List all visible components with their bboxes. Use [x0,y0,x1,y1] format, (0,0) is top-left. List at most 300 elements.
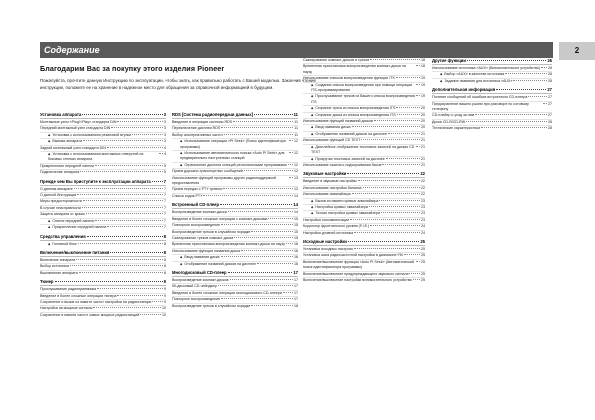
toc-subentry[interactable] [172,162,298,168]
toc-entry-label: Технические характеристики [432,126,480,131]
toc-section-page: 8 [163,249,166,255]
toc-entry-page: 17 [294,290,298,295]
toc-entry-label: ◆ Прикрепление передней панели [48,225,106,230]
toc-entry-label: ◆ Выемка аппарата [48,139,82,144]
section-divider [172,208,298,209]
leader-dots [221,224,293,225]
toc-entry-page: 4 [164,152,166,157]
toc-entry-page: 17 [294,297,298,302]
contents-header-bar [40,42,553,58]
toc-entry-page: 16 [294,261,298,266]
leader-dots [93,307,161,308]
leader-dots [396,107,420,108]
leader-dots [107,226,163,227]
toc-entry-page: 25 [421,278,425,282]
toc-subentry[interactable] [172,138,298,150]
toc-section-label: Исходные настройки [303,238,347,244]
leader-dots [416,261,420,262]
toc-section [303,58,425,168]
leader-dots [286,243,293,244]
toc-entry-page: 9 [164,293,166,298]
toc-entry-label: Передний монтажный узел стандарта DIN [40,126,111,131]
toc-section-label: Установка аппарата [40,112,82,117]
toc-entry-page: 28 [548,119,552,124]
toc-subentry[interactable] [40,242,166,247]
toc-entry-page: 3 [164,139,166,144]
toc-entry-label: Список кодов PTY [172,193,203,198]
leader-dots [107,147,163,148]
leader-dots [218,285,293,286]
toc-entry-page: 3 [164,126,166,131]
toc-entry-label: Меры предосторожности [40,199,82,204]
section-divider [432,64,552,65]
leader-dots [55,281,163,282]
leader-dots [224,134,293,135]
leader-dots [289,177,293,178]
toc-entry-page: 8 [164,264,166,269]
leader-dots [354,248,420,249]
toc-entry[interactable] [303,271,425,277]
toc-entry-label: Использование функции названия диска [172,248,240,253]
toc-entry-page: 19 [421,94,425,99]
toc-entry[interactable] [172,241,298,247]
intro-paragraph: Пожалуйста, прочтите данную Инструкцию по эксплуатации, чтобы знать, как правильно работать с Вашей моделью. Закончив чтение инструкции, положите ее на хранение в надежное место для обращения за справочной информацией в будущем. [40,78,316,90]
leader-dots [230,279,293,280]
toc-entry-page: 17 [294,277,298,282]
toc-entry[interactable] [172,290,298,296]
toc-entry-label: Корректор фронтального уровня (F.I.E.) [303,224,370,229]
leader-dots [347,173,419,174]
leader-dots [76,259,163,260]
toc-entry-page: 13 [294,175,298,180]
toc-section-label: Другие функции [432,58,466,63]
toc-entry-label: ◆ Точная настройка кривых эквалайзера [311,211,380,216]
section-divider [172,118,298,119]
toc-entry-label: ◆ Головной блок [48,242,77,247]
toc-section-page: 9 [163,279,166,285]
leader-dots [397,114,420,115]
leader-dots [251,231,293,232]
leader-dots [80,171,163,172]
toc-entry-label: Использование эквалайзера [303,192,351,197]
leader-dots [117,295,163,296]
toc-entry-label: ◆ Выбор «AUX» в качестве источника [440,72,504,77]
toc-entry-page: 20 [421,125,425,130]
toc-section [40,179,166,231]
toc-entry[interactable] [172,303,298,309]
toc-section-label: Звуковые настройки [303,171,347,177]
toc-entry-label: Воспроизведение треков в случайном порядке [172,303,251,308]
toc-entry-label: Включение/выключение функции «Auto PI Seek» (Автоматический поиск идентификатора программы) [303,259,414,270]
toc-entry-label: Прикрепление передней панели [40,163,95,168]
toc-entry-label: ◆ Установка с использованием резиновой втулки [48,133,131,138]
toc-entry-label: Переключение дисплея RDS [172,126,221,131]
toc-entry-label: Введение в более сложные операции с компакт-дисками [172,216,268,221]
toc-section-label: Многодисковый CD-плеер [172,269,227,275]
toc-column-3 [303,58,425,283]
toc-entry-label: В случае неисправности [40,205,82,210]
toc-entry-label: Выбор альтернативных частот [172,132,223,137]
toc-section-page: 7 [163,178,166,184]
toc-column-4 [432,58,552,132]
section-divider [303,245,425,246]
toc-entry-page: 9 [164,287,166,292]
leader-dots [234,237,293,238]
toc-entry-label: Повторное воспроизведение [172,297,221,302]
toc-entry-label: 50-дисковый CD-чейнджер [172,284,217,289]
toc-entry-page: 11 [294,120,298,124]
toc-entry-label: Введение в более сложные операции тюнера [40,293,117,298]
toc-entry-label: ◆ Прослушивание треков из Вашего списка воспроизведения ITS [311,94,415,105]
leader-dots [79,272,163,273]
leader-dots [203,195,293,196]
toc-entry-page: 14 [294,193,298,198]
toc-entry-page: 8 [164,241,166,246]
toc-entry-page: 25 [421,253,425,258]
toc-subentry[interactable] [40,151,166,163]
toc-entry-page: 14 [294,210,298,215]
toc-entry[interactable] [40,312,166,318]
toc-entry-page: 7 [164,225,166,230]
toc-entry-label: ◆ Ввод названия диска [180,255,220,260]
toc-entry[interactable] [303,162,425,168]
toc-entry-label: Подключение аппарата [40,170,80,175]
toc-section [172,270,298,309]
toc-entry-label: ◆ Прокрутка текстовых записей на дисплее [311,157,385,162]
toc-entry[interactable] [432,101,552,113]
section-divider [172,276,298,277]
toc-entry-label: Введение в операции системы RDS [172,120,233,124]
toc-section [40,234,166,247]
leader-dots [467,60,546,61]
toc-entry-page: 11 [294,126,298,131]
toc-entry-page: 12 [294,169,298,174]
toc-entry-page: 9 [164,299,166,304]
toc-entry-label: Временная приостановка воспроизведения компакт-диска на паузу [172,242,285,247]
toc-entry-page: 23 [421,217,425,222]
leader-dots [110,252,162,253]
toc-subentry[interactable] [172,150,298,162]
leader-dots [416,146,420,147]
toc-entry-page: 28 [548,126,552,131]
toc-section-label: Тюнер [40,279,54,285]
main-title: Благодарим Вас за покупку этого изделия Pioneer [40,64,225,73]
leader-dots [416,95,420,96]
toc-entry-label: Введение в более сложные операции многодискового CD-плеера [172,290,282,295]
toc-entry-label: ◆ Вызов из памяти кривых эквалайзера [311,199,378,204]
leader-dots [82,114,162,115]
leader-dots [77,194,163,195]
toc-entry-label: ◆ Стирание трека из списка воспроизведения ITS [311,106,395,111]
toc-section-page: 26 [547,58,552,63]
leader-dots [352,126,420,127]
leader-dots [363,187,420,188]
toc-entry-label: Диски CD-R/CD-RW [432,119,466,124]
toc-entry-label: ◆ Задание названия для источника «AUX» [440,79,512,84]
toc-entry-page: 18 [294,303,298,308]
section-divider [40,256,166,257]
toc-entry-page: 12 [294,151,298,156]
toc-section [432,58,552,84]
toc-section [303,171,425,236]
leader-dots [404,254,420,255]
toc-section-page: 25 [420,238,425,244]
toc-section [40,279,166,318]
toc-entry-label: Включение/выключение предупреждающего звукового сигнала [303,271,409,276]
leader-dots [354,232,420,233]
leader-dots [78,243,163,244]
toc-entry-label: Установка шага радиочастотной настройки в диапазоне FM [303,253,403,258]
leader-dots [543,103,547,104]
toc-section-label: Встроенный CD-плеер [172,202,220,208]
leader-dots [152,181,163,182]
toc-entry-label: О данной Инструкции [40,193,77,198]
leader-dots [409,273,420,274]
toc-entry-label: Введение в звуковые настройки [303,179,357,184]
toc-entry[interactable] [303,277,425,283]
toc-subentry[interactable] [432,78,552,84]
leader-dots [374,120,420,121]
leader-dots [111,127,163,128]
section-divider [40,118,166,119]
toc-entry-page: 20 [421,119,425,124]
toc-section-label: RDS [Система радиопередачи данных] [172,112,254,117]
toc-entry-page: 7 [164,205,166,210]
toc-entry-label: Установка исходных настроек [303,246,353,251]
leader-dots [97,288,163,289]
toc-entry-label: Сканирование треков компакт-диска [172,235,234,240]
toc-entry-label: Воспроизведение компакт-диска [172,210,227,215]
toc-entry[interactable] [172,175,298,187]
toc-entry-page: 16 [294,255,298,260]
leader-dots [381,212,420,213]
toc-entry-page: 10 [162,306,166,311]
leader-dots [241,250,293,251]
leader-dots [283,292,293,293]
toc-entry-page: 17 [294,284,298,289]
toc-entry-label: Использование функций названий дисков [303,119,373,124]
leader-dots [413,279,420,280]
toc-entry-label: Выключение аппарата [40,270,78,275]
toc-entry-page: 19 [421,82,425,87]
leader-dots [541,67,547,68]
toc-entry-page: 5 [164,170,166,175]
leader-dots [70,265,163,266]
toc-entry-label: Монтажные узлы «Plug'n'Play» стандарта DIN [40,120,117,124]
toc-entry-page: 3 [164,120,166,124]
toc-entry-label: ◆ Отображение названий дисков на дисплее [180,262,256,267]
leader-dots [416,84,420,85]
toc-entry-page: 27 [548,101,552,106]
toc-entry-page: 21 [421,156,425,161]
toc-entry[interactable] [303,63,425,75]
toc-entry[interactable] [172,193,298,199]
toc-entry-label: Выбор источника [40,264,69,269]
toc-entry-label: Использование настройки баланса [303,185,362,190]
toc-entry-page: 26 [548,66,552,70]
leader-dots [233,121,293,122]
toc-entry-page: 7 [164,199,166,204]
toc-section-page: 17 [293,269,298,275]
toc-entry-page: 21 [421,138,425,143]
toc-entry-label: Сохранение и вызов из памяти частот настройки на радиостанции [40,299,152,304]
toc-entry-label: ◆ Отображение названий дисков на дисплее [311,132,387,137]
toc-entry-label: Прием передач с PTY тревоги [172,187,223,192]
toc-entry-label: CD-плейер и уход за ним [432,113,475,118]
toc-entry-page: 4 [164,145,166,150]
toc-subentry[interactable] [303,144,425,156]
leader-dots [396,77,420,78]
toc-entry-label: Предохранение вашего ржани при разговоре по сотовому телефону [432,101,529,112]
toc-section [40,250,166,276]
toc-entry-page: 18 [421,64,425,69]
toc-entry-page: 20 [421,112,425,117]
leader-dots [74,188,163,189]
toc-entry-label: Настройка уровней источника [303,230,354,235]
toc-entry-page: 24 [421,230,425,235]
leader-dots [87,236,163,237]
toc-entry-page: 27 [548,95,552,100]
leader-dots [289,152,293,153]
leader-dots [513,80,547,81]
leader-dots [481,127,547,128]
leader-dots [254,114,293,115]
leader-dots [352,193,420,194]
leader-dots [358,180,420,181]
section-divider [40,285,166,286]
toc-section-label: Включение/выключение питания [40,249,110,255]
toc-entry-label: Понятие сообщений об ошибках встроенного CD-плеера [432,95,528,100]
leader-dots [505,73,547,74]
toc-entry-page: 26 [548,78,552,83]
page-number: 2 [559,42,595,60]
toc-entry-page: 10 [162,312,166,317]
leader-dots [475,114,547,115]
leader-dots [221,127,293,128]
toc-entry-page: 23 [421,211,425,216]
toc-entry[interactable] [432,66,552,71]
leader-dots [82,207,163,208]
toc-section [303,239,425,283]
toc-entry-page: 11 [294,132,298,137]
toc-entry[interactable] [303,259,425,271]
leader-dots [117,121,163,122]
toc-entry[interactable] [432,125,552,131]
leader-dots [223,188,293,189]
toc-entry-page: 15 [294,235,298,240]
toc-entry-page: 12 [294,162,298,167]
leader-dots [268,218,293,219]
toc-section-page: 3 [163,112,166,117]
toc-entry-page: 7 [164,186,166,191]
toc-entry-label: Защита аппарата от кражи [40,212,85,217]
toc-subentry[interactable] [40,224,166,230]
toc-section-label: Дополнительная информация [432,87,496,93]
toc-entry-page: 8 [164,270,166,275]
toc-section [40,112,166,176]
toc-entry-label: ◆ Настройка кривых эквалайзера [311,205,368,210]
leader-dots [95,220,163,221]
toc-entry-label: Воспроизведение треков в случайном порядке [172,229,251,234]
leader-dots [289,140,293,141]
toc-entry-page: 7 [164,193,166,198]
leader-dots [221,256,293,257]
toc-entry-page: 21 [421,131,425,136]
toc-entry-page: 26 [548,72,552,77]
toc-entry-label: Воспроизведение компакт-дисков [172,277,229,282]
toc-entry-page: 24 [421,224,425,229]
toc-subentry[interactable] [172,261,298,267]
section-divider [303,177,425,178]
leader-dots [132,134,163,135]
toc-section-label: Прежде чем Вы приступите к эксплуатации аппарата [40,178,151,184]
toc-entry[interactable] [40,299,166,305]
leader-dots [369,206,420,207]
toc-entry-label: ◆ Использование автоматического поиска «Auto PI Seek» для предварительно настроенных станций [180,151,288,162]
toc-entry-label: Использование функций программы других радиоподдержкой предоставления [172,175,276,186]
toc-entry-page: 22 [421,185,425,190]
leader-dots [221,298,293,299]
leader-dots [348,241,419,242]
toc-entry[interactable] [303,230,425,236]
leader-dots [388,133,420,134]
toc-entry-page: 25 [421,259,425,264]
toc-entry-label: О данном аппарате [40,186,73,191]
toc-entry[interactable] [40,270,166,276]
toc-entry-page: 27 [548,113,552,118]
toc-subentry[interactable] [303,93,425,105]
toc-section-page: 27 [547,87,552,93]
leader-dots [257,263,293,264]
toc-entry-label: Сканирование компакт-дисков и треков [303,58,370,62]
toc-entry-page: 25 [421,246,425,251]
toc-entry-label: ◆ Ввод названия диска [311,125,351,130]
toc-entry-label: ◆ Использование операции «PI Seek» (Поиск идентификатора программы) [180,139,288,150]
leader-dots [466,121,547,122]
toc-entry-label: Временная приостановка воспроизведения компакт-диска на паузу [303,64,406,74]
leader-dots [416,65,420,66]
toc-entry-page: 13 [294,187,298,192]
leader-dots [159,153,163,154]
leader-dots [220,204,292,205]
toc-entry-page: 15 [294,216,298,221]
toc-section-page: 22 [420,171,425,177]
toc-section [432,87,552,131]
toc-entry-page: 15 [294,229,298,234]
toc-entry[interactable] [40,169,166,175]
toc-entry-page: 22 [421,192,425,197]
toc-section-title[interactable] [40,179,166,185]
leader-dots [228,272,293,273]
toc-entry-page: 7 [164,212,166,217]
toc-section-page: 11 [293,112,298,117]
toc-entry-page: 8 [164,257,166,262]
toc-entry-page: 21 [421,162,425,167]
toc-entry-label: ◆ Стирание диска из списка воспроизведения ITS [311,113,396,118]
toc-entry-label: Настройка на мощные сигналы [40,306,93,311]
section-divider [40,185,166,186]
toc-entry-label: ◆ Создание списка воспроизведения при помощи операции ITS-программирования [311,83,415,94]
toc-entry-label: ◆ Снятие передней панели [48,219,94,224]
leader-dots [244,170,293,171]
leader-dots [496,89,546,90]
leader-dots [370,59,420,60]
leader-dots [228,211,293,212]
toc-subentry[interactable] [303,82,425,94]
toc-entry-label: Настройка тонкомпенсации [303,217,350,222]
toc-entry-label: Использование источника «AUX» (Вспомогательное устройство) [432,66,541,70]
toc-entry-label: Использование функций CD TEXT [303,138,361,143]
